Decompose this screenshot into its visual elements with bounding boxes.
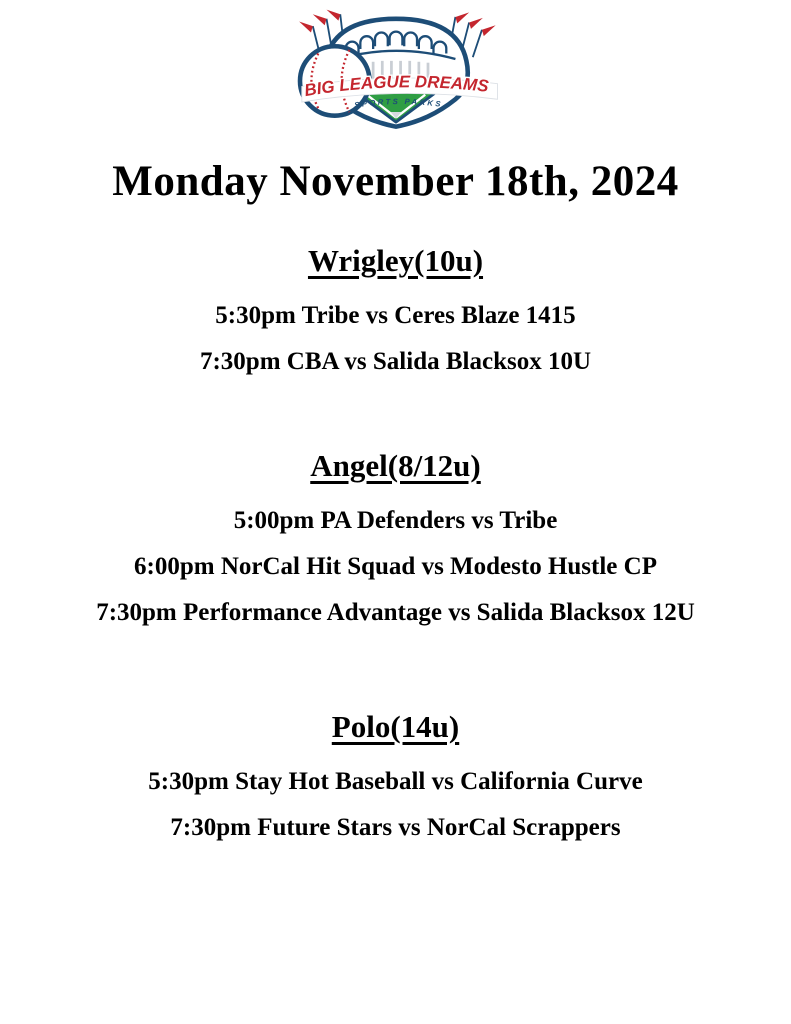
game-row: 6:00pm NorCal Hit Squad vs Modesto Hustle CP [134,552,657,580]
big-league-dreams-logo [290,6,502,134]
game-row: 5:30pm Tribe vs Ceres Blaze 1415 [215,301,576,329]
section-heading-wrigley: Wrigley(10u) [307,242,484,278]
logo-tagline-text: SPORTS PARKS [353,97,443,110]
logo-container [0,0,791,130]
logo-brand-text: BIG LEAGUE DREAMS [302,72,490,101]
game-row: 7:30pm Future Stars vs NorCal Scrappers [170,814,621,842]
game-row: 5:30pm Stay Hot Baseball vs California Curve [148,768,643,796]
section-angel [0,447,791,628]
game-row: 5:00pm PA Defenders vs Tribe [233,506,558,534]
game-row: 7:30pm Performance Advantage vs Salida Blacksox 12U [96,598,695,626]
section-heading-angel: Angel(8/12u) [310,447,481,483]
section-polo [0,708,791,843]
section-wrigley [0,242,791,377]
section-heading-polo: Polo(14u) [331,708,460,744]
game-row: 7:30pm CBA vs Salida Blacksox 10U [199,347,592,375]
page-title: Monday November 18th, 2024 [112,158,679,205]
